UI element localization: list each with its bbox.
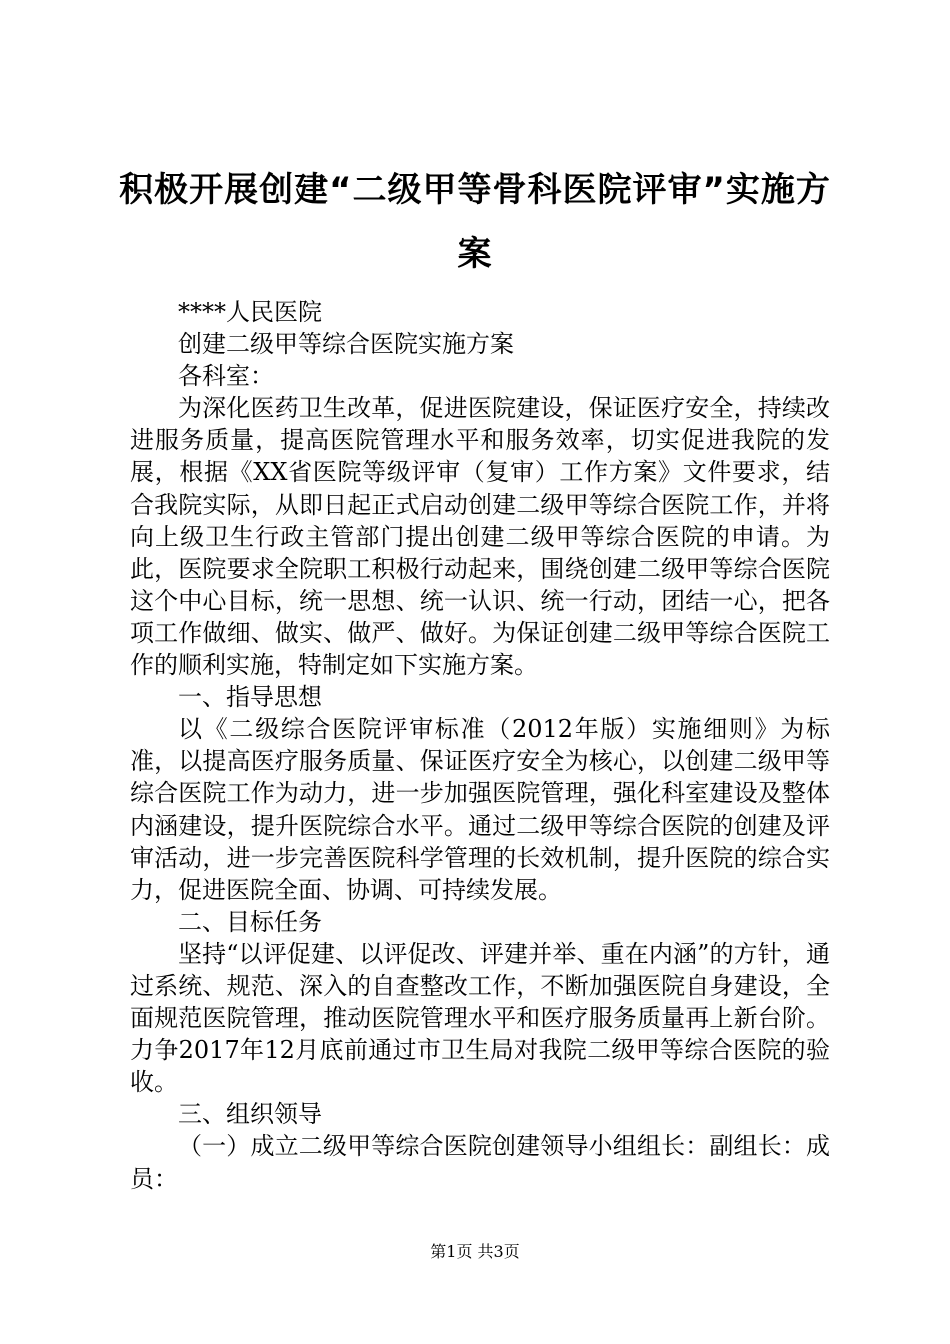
guiding-ideology-paragraph: 以《二级综合医院评审标准（2012年版）实施细则》为标准，以提高医疗服务质量、保证医疗安全为核心，以创建二级甲等综合医院工作为动力，进一步加强医院管理，强化科室建设及整体内涵建设，提升医院综合水平。通过二级甲等综合医院的创建及评审活动，进一步完善医院科学管理的长效机制，提升医院的综合实力，促进医院全面、协调、可持续发展。 [130, 715, 830, 904]
section-heading-leadership: 三、组织领导 [178, 1100, 322, 1129]
goals-paragraph: 坚持“以评促建、以评促改、评建并举、重在内涵”的方针，通过系统、规范、深入的自查整改工作，不断加强医院自身建设，全面规范医院管理，推动医院管理水平和医疗服务质量再上新台阶。力争2017年12月底前通过市卫生局对我院二级甲等综合医院的验收。 [130, 939, 830, 1097]
leadership-group-paragraph: （一）成立二级甲等综合医院创建领导小组组长：副组长：成员： [130, 1132, 830, 1193]
section-heading-guiding-ideology: 一、指导思想 [178, 683, 322, 712]
plan-subtitle-line: 创建二级甲等综合医院实施方案 [178, 330, 514, 359]
hospital-name-line: ****人民医院 [178, 298, 322, 326]
intro-paragraph: 为深化医药卫生改革，促进医院建设，保证医疗安全，持续改进服务质量，提高医院管理水平和服务效率，切实促进我院的发展，根据《XX省医院等级评审（复审）工作方案》文件要求，结合我院实际，从即日起正式启动创建二级甲等综合医院工作，并将向上级卫生行政主管部门提出创建二级甲等综合医院的申请。为此，医院要求全院职工积极行动起来，围绕创建二级甲等综合医院这个中心目标，统一思想、统一认识、统一行动，团结一心，把各项工作做细、做实、做严、做好。为保证创建二级甲等综合医院工作的顺利实施，特制定如下实施方案。 [130, 394, 830, 680]
document-title: 积极开展创建“二级甲等骨科医院评审”实施方案 [119, 170, 831, 274]
document-body [130, 296, 830, 1195]
section-heading-goals: 二、目标任务 [178, 907, 322, 936]
page-footer [0, 1242, 950, 1262]
page-total: 共3页 [477, 1242, 520, 1261]
addressee-line: 各科室： [178, 362, 274, 391]
page-number: 第1页 [430, 1242, 473, 1261]
